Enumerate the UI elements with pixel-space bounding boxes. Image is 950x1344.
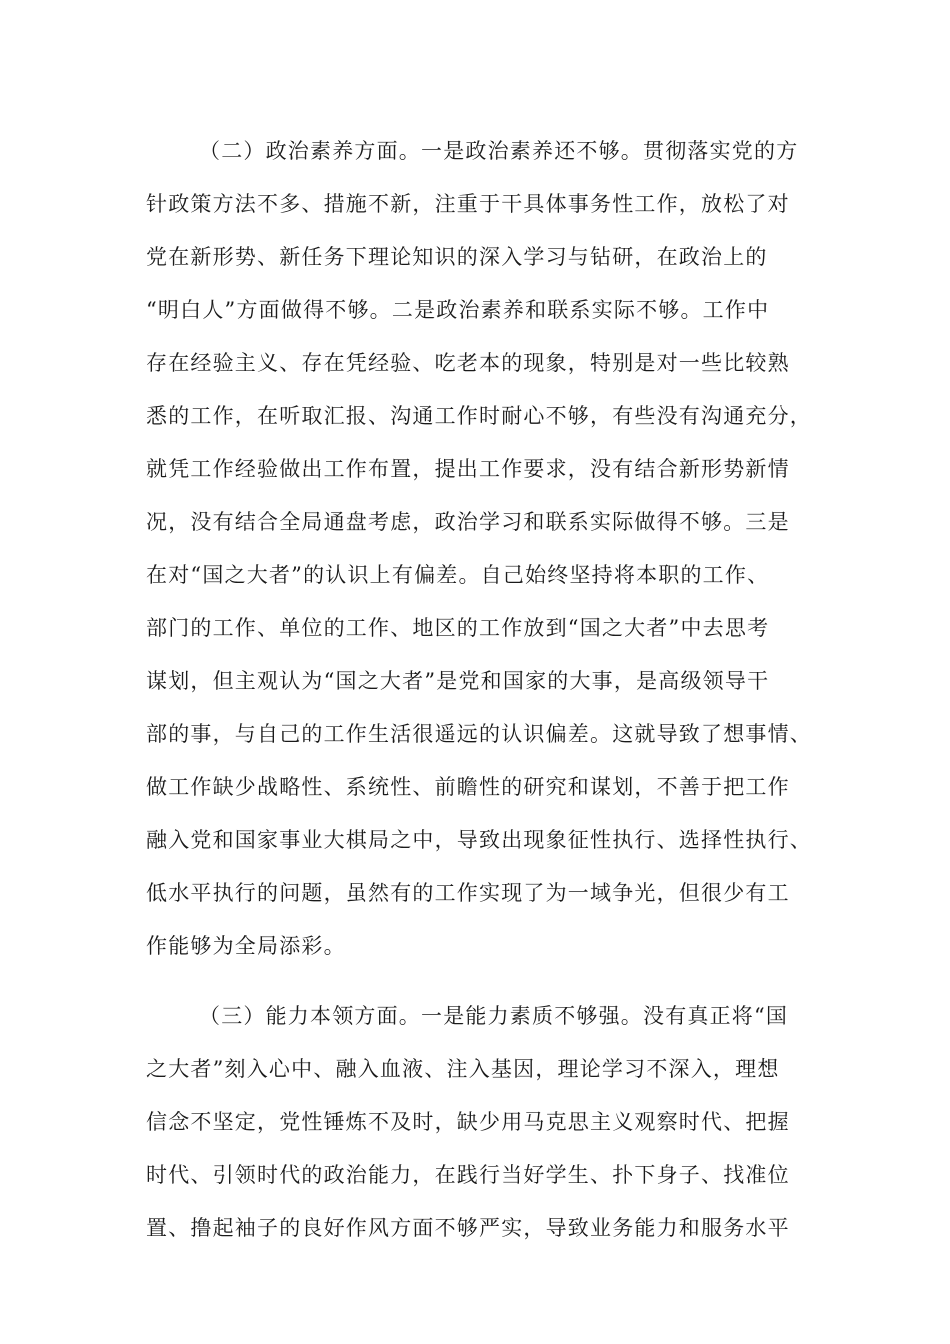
text-line: 党在新形势、新任务下理论知识的深入学习与钻研，在政治上的	[146, 245, 768, 269]
text-line: 做工作缺少战略性、系统性、前瞻性的研究和谋划，不善于把工作	[146, 775, 790, 799]
text-line: 作能够为全局添彩。	[146, 934, 346, 958]
text-line: 置、撸起袖子的良好作风方面不够严实，导致业务能力和服务水平	[146, 1216, 790, 1240]
document-body	[146, 125, 846, 1255]
text-line: 时代、引领时代的政治能力，在践行当好学生、扑下身子、找准位	[146, 1163, 790, 1187]
text-line: 针政策方法不多、措施不新，注重于干具体事务性工作，放松了对	[146, 192, 790, 216]
text-line: （二）政治素养方面。一是政治素养还不够。贯彻落实党的方	[199, 139, 799, 163]
text-line: 低水平执行的问题，虽然有的工作实现了为一域争光，但很少有工	[146, 881, 790, 905]
text-line: 部门的工作、单位的工作、地区的工作放到“国之大者”中去思考	[146, 616, 770, 640]
text-line: 融入党和国家事业大棋局之中，导致出现象征性执行、选择性执行、	[146, 828, 812, 852]
paragraph-ability	[146, 990, 846, 1255]
text-line: 悉的工作，在听取汇报、沟通工作时耐心不够，有些没有沟通充分，	[146, 404, 812, 428]
text-line: 就凭工作经验做出工作布置，提出工作要求，没有结合新形势新情	[146, 457, 790, 481]
text-line: 部的事，与自己的工作生活很遥远的认识偏差。这就导致了想事情、	[146, 722, 812, 746]
text-line: 存在经验主义、存在凭经验、吃老本的现象，特别是对一些比较熟	[146, 351, 790, 375]
text-line: 信念不坚定，党性锤炼不及时，缺少用马克思主义观察时代、把握	[146, 1110, 790, 1134]
text-line: 谋划，但主观认为“国之大者”是党和国家的大事，是高级领导干	[146, 669, 770, 693]
text-line: 况，没有结合全局通盘考虑，政治学习和联系实际做得不够。三是	[146, 510, 790, 534]
text-line: 之大者”刻入心中、融入血液、注入基因，理论学习不深入，理想	[146, 1057, 780, 1081]
text-line: “明白人”方面做得不够。二是政治素养和联系实际不够。工作中	[146, 298, 770, 322]
text-line: 在对“国之大者”的认识上有偏差。自己始终坚持将本职的工作、	[146, 563, 770, 587]
text-line: （三）能力本领方面。一是能力素质不够强。没有真正将“国	[199, 1004, 789, 1028]
paragraph-spacer	[146, 973, 846, 990]
paragraph-political-literacy	[146, 125, 846, 973]
